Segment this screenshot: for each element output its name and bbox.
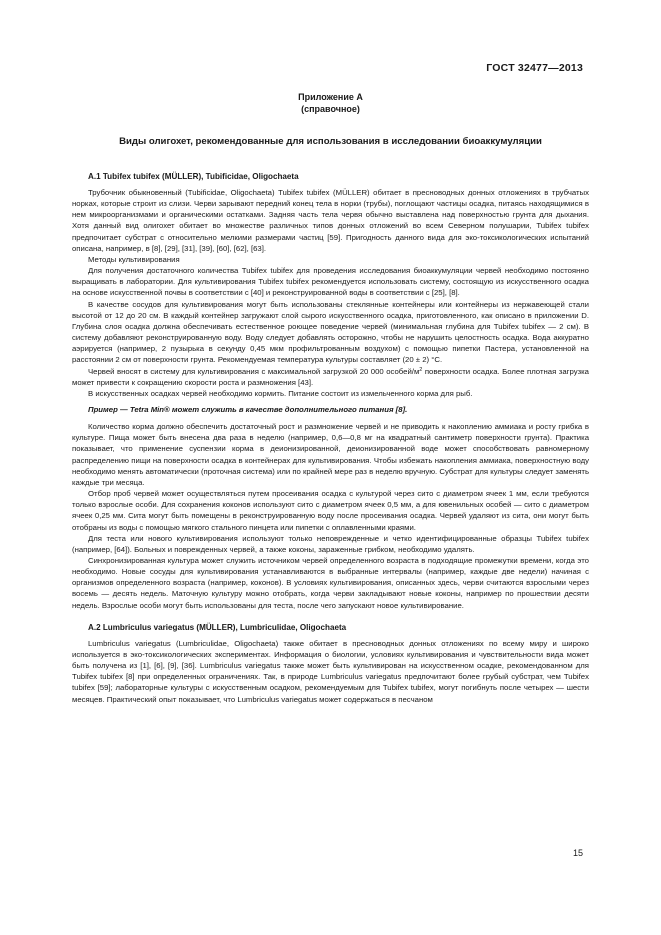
paragraph-text: поверхности осадка. Более плотная загрузка может привести к сокращению скорости роста и размножения [43]. (72, 366, 589, 387)
paragraph: Синхронизированная культура может служить источником червей определенного возраста в подходящие промежутки времени, когда это необходимо. Новые сосуды для культивирования устанавливаются в выбранные интервалы (например, каждые две недели) начиная с организмов определенного возраста (например, коконов). В условиях культивирования, описанных здесь, черви считаются взрослыми через восемь — десять недель. Маточную культуру можно отобрать, когда черви закладывают новые коконы, например по прошествии десяти недель. Взрослые особи могут быть использованы для теста, после чего запускают новое культивирование. (72, 556, 589, 610)
paragraph (72, 366, 589, 388)
paragraph: Трубочник обыкновенный (Tubificidae, Oligochaeta) Tubifex tubifex (MÜLLER) обитает в пресноводных донных отложениях в трубчатых норках, которые строит из слизи. Черви зарывают передний конец тела в норки (трубы), поглощают частицы осадка, питаясь находящимися в нем микроорганизмами и органическими остатками. Задняя часть тела червя обычно выставлена над поверхностью грунта для дыхания. Хотя данный вид олигохет обитает во множестве различных типов донных отложений во всем Северном полушарии, Tubifex tubifex предпочитает субстрат с относительно мелкими размерами частиц [59]. Пригодность данного вида для эко-токсикологических испытаний описана, например, в [8], [29], [31], [39], [60], [62], [63]. (72, 188, 589, 253)
section-a1-heading: А.1 Tubifex tubifex (MÜLLER), Tubificidae, Oligochaeta (88, 172, 299, 181)
document-body (72, 171, 589, 705)
appendix-subtitle: (справочное) (301, 104, 360, 114)
paragraph: Отбор проб червей может осуществляться путем просеивания осадка с культурой через сито с диаметром ячеек 1 мм, если требуются только взрослые особи. Для сохранения коконов используют сито с диаметром ячеек 0,5 мм, а для ювенильных особей — сито с диаметром ячеек 0,25 мм. Сита могут быть помещены в реконструированную воду после просеивания осадка. Червей удаляют из сита, они могут быть отобраны из воды с помощью мягкого стального пинцета или пипетки с оплавленными краями. (72, 489, 589, 532)
appendix-title-block (0, 91, 661, 115)
page-number: 15 (572, 848, 583, 858)
paragraph-text: Червей вносят в систему для культивирования с максимальной загрузкой 20 000 особей/м (88, 366, 420, 376)
paragraph: В искусственных осадках червей необходимо кормить. Питание состоит из измельченного корма для рыб. (88, 388, 473, 398)
methods-label: Методы культивирования (88, 254, 180, 264)
paragraph: Количество корма должно обеспечить достаточный рост и размножение червей и не приводить к накоплению аммиака и росту грибка в культуре. Пища может быть внесена два раза в неделю (например, 0,6—0,8 мг на квадратный сантиметр поверхности грунта). Практика показывает, что применение суспензии корма в деионизированной, деионизированной воде может способствовать равномерному распределению пищи на поверхности осадка в контейнерах для культивирования. Чтобы избежать накопления аммиака, поверхностную воду необходимо менять автоматически (проточная система) или по крайней мере раз в неделю вручную. Субстрат для культуры следует заменять каждые три месяца. (72, 422, 589, 487)
standard-code: ГОСТ 32477—2013 (486, 62, 583, 74)
superscript: 2 (419, 366, 423, 373)
appendix-title: Приложение А (298, 92, 363, 102)
section-a2-heading: А.2 Lumbriculus variegatus (MÜLLER), Lumbriculidae, Oligochaeta (88, 622, 347, 632)
paragraph: Lumbriculus variegatus (Lumbriculidae, Oligochaeta) также обитает в пресноводных донных отложениях по всему миру и широко используется в эко-токсикологических экспериментах. Информация о биологии, условиях культивирования и чувствительности вида может быть получена из [1], [6], [9], [36]. Lumbriculus variegatus также может быть культивирован на искусственном осадке, рекомендованном для Tubifex tubifex [8] при определенных ограничениях. Так, в природе Lumbriculus variegatus предпочитают более грубый субстрат, чем Tubifex tubifex [59]; лабораторные культуры с искусственным осадком, рекомендуемым для Tubifex tubifex, могут погибнуть после четырех — шести месяцев. Практический опыт показывает, что Lumbriculus variegatus может содержаться в песчаном (72, 638, 589, 704)
example-note: Пример — Tetra Min® может служить в качестве дополнительного питания [8]. (88, 404, 408, 414)
paragraph: Для получения достаточного количества Tubifex tubifex для проведения исследования биоаккумуляции червей необходимо постоянно выращивать в лаборатории. Для культивирования Tubifex tubifex рекомендуется использовать систему, состоящую из искусственного осадка на основе искусственной почвы в соответствии с [40] и реконструированной воды в соответствии с [25], [8]. (72, 266, 589, 298)
paragraph: В качестве сосудов для культивирования могут быть использованы стеклянные контейнеры или контейнеры из нержавеющей стали высотой от 12 до 20 см. В каждый контейнер загружают слой сырого искусственного осадка, приготовленного, как описано в приложении D. Глубина слоя осадка должна обеспечивать естественное роющее поведение червей (минимальная глубина для Tubifex tubifex — 2 см). В систему добавляют реконструированную воду. Воду следует добавлять осторожно, чтобы не нарушить целостность осадка. Вода аккуратно аэрируется (например, 2 пузырька в секунду 0,45 мкм профильтрованным воздухом) с помощью пипетки Пастера, установленной на расстоянии 2 см от поверхности грунта. Рекомендуемая температура культуры составляет (20 ± 2) °С. (72, 299, 589, 365)
paragraph: Для теста или нового культивирования используют только неповрежденные и четко идентифицированные образцы Tubifex tubifex (например, [64]). Больных и поврежденных червей, а также коконы, зараженные грибком, необходимо удалять. (72, 533, 589, 554)
main-heading: Виды олигохет, рекомендованные для использования в исследовании биоаккумуляции (119, 136, 542, 147)
